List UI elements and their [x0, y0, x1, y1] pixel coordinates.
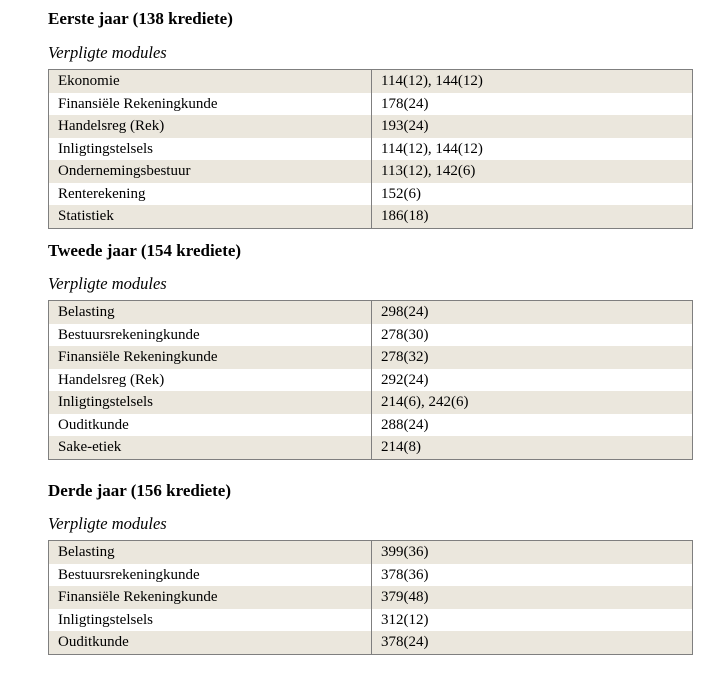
year-section-1 [48, 9, 693, 225]
year-heading: Tweede jaar (154 krediete) [48, 241, 242, 260]
year-section-3 [48, 481, 693, 651]
module-codes: 113(12), 142(6) [372, 160, 693, 183]
module-codes: 288(24) [381, 416, 429, 433]
module-name: Bestuursrekeningkunde [49, 324, 372, 347]
module-codes: 312(12) [381, 611, 429, 628]
module-codes: 193(24) [372, 115, 693, 138]
table-row [49, 324, 693, 347]
module-codes: 379(48) [372, 586, 693, 609]
module-name: Inligtingstelsels [49, 391, 372, 414]
year-section-2 [48, 241, 693, 456]
module-codes: 399(36) [372, 541, 693, 564]
module-name: Belasting [49, 301, 372, 324]
compulsory-modules-heading: Verpligte modules [48, 274, 167, 293]
table-row [49, 414, 693, 437]
table-row [49, 609, 693, 632]
table-row [49, 346, 693, 369]
table-row [49, 391, 693, 414]
table-row [49, 564, 693, 587]
table-row [49, 631, 693, 654]
module-codes: 214(6), 242(6) [372, 391, 693, 414]
module-codes: 152(6) [381, 185, 421, 202]
table-row [49, 541, 693, 564]
module-codes: 298(24) [372, 301, 693, 324]
module-name: Bestuursrekeningkunde [49, 564, 372, 587]
table-row [49, 93, 693, 116]
module-codes: 214(8) [372, 436, 693, 459]
module-codes: 292(24) [381, 371, 429, 388]
module-name: Renterekening [49, 183, 372, 206]
module-name: Finansiële Rekeningkunde [49, 93, 372, 116]
module-codes: 114(12), 144(12) [372, 70, 693, 93]
module-codes: 278(32) [372, 346, 693, 369]
module-name: Inligtingstelsels [49, 609, 372, 632]
module-name: Statistiek [49, 205, 372, 228]
module-codes: 114(12), 144(12) [381, 140, 483, 157]
table-row [49, 70, 693, 93]
module-name: Ouditkunde [49, 414, 372, 437]
module-codes: 378(24) [372, 631, 693, 654]
module-codes: 178(24) [381, 95, 429, 112]
module-name: Sake-etiek [49, 436, 372, 459]
modules-table [48, 300, 693, 460]
table-row [49, 369, 693, 392]
module-name: Ouditkunde [49, 631, 372, 654]
module-name: Belasting [49, 541, 372, 564]
table-row [49, 160, 693, 183]
module-codes: 378(36) [381, 566, 429, 583]
compulsory-modules-heading: Verpligte modules [48, 514, 167, 533]
module-name: Finansiële Rekeningkunde [49, 346, 372, 369]
modules-table [48, 540, 693, 655]
module-name: Handelsreg (Rek) [49, 115, 372, 138]
compulsory-modules-heading: Verpligte modules [48, 43, 167, 62]
table-row [49, 205, 693, 228]
module-codes: 186(18) [372, 205, 693, 228]
table-row [49, 183, 693, 206]
table-row [49, 115, 693, 138]
module-codes: 278(30) [381, 326, 429, 343]
module-name: Finansiële Rekeningkunde [49, 586, 372, 609]
module-name: Ekonomie [49, 70, 372, 93]
modules-table [48, 69, 693, 229]
table-row [49, 586, 693, 609]
year-heading: Eerste jaar (138 krediete) [48, 9, 233, 28]
year-heading: Derde jaar (156 krediete) [48, 481, 232, 500]
table-row [49, 436, 693, 459]
table-row [49, 138, 693, 161]
module-name: Ondernemingsbestuur [49, 160, 372, 183]
module-name: Inligtingstelsels [49, 138, 372, 161]
module-name: Handelsreg (Rek) [49, 369, 372, 392]
table-row [49, 301, 693, 324]
